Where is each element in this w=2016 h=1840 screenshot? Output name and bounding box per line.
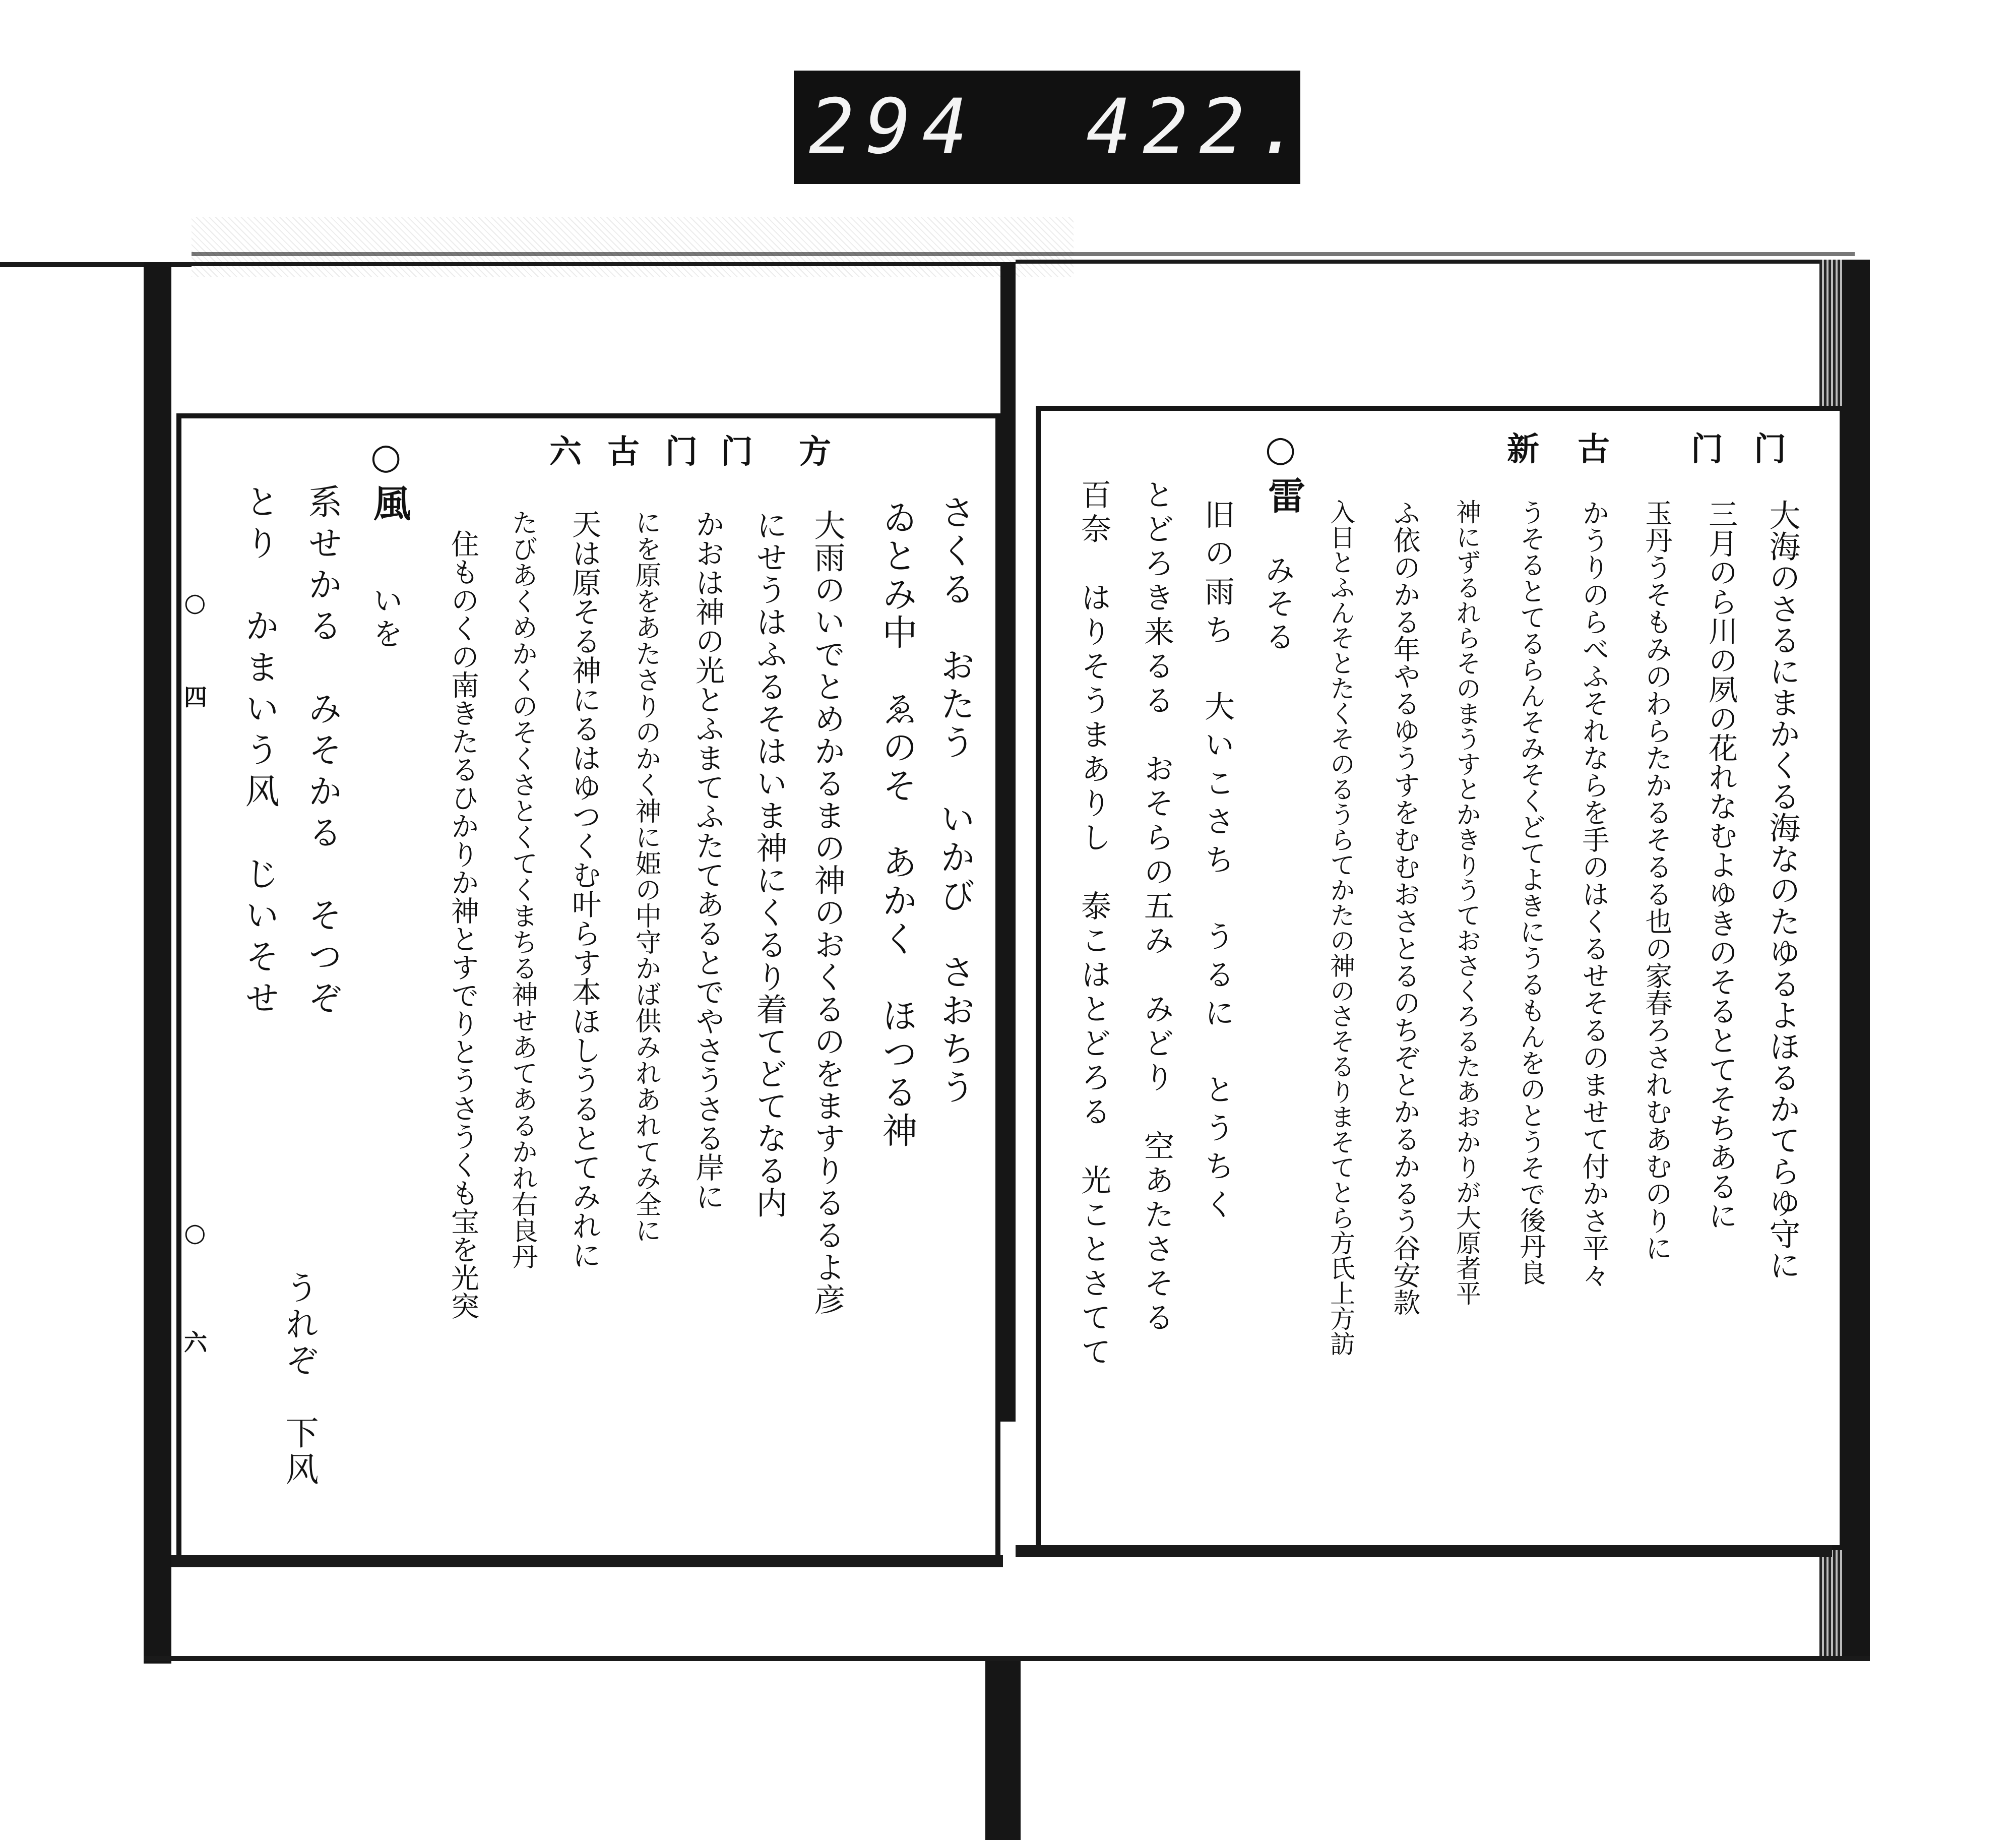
left-page-top-line	[171, 262, 1000, 266]
left-header-char: 六	[549, 433, 582, 471]
frame-number-plate	[794, 71, 1313, 184]
left-text-column: 住ものくの南きたるひかりか神とすでりとうさうくも宝を光突	[447, 529, 479, 1320]
right-text-column: 神にずるれらそのまうすとかきりうておさくろるたあおかりが大原者平	[1452, 499, 1481, 1306]
right-header-char: 新	[1507, 431, 1539, 468]
book-gutter	[1000, 262, 1016, 1422]
right-header-char: 门	[1691, 431, 1723, 468]
right-text-column: 入日とふんそとたくそのるうらてかたの神のさそるりまそてとら方氏上方訪	[1326, 499, 1355, 1356]
right-bottom-line: 旧の雨ち 大いこさち うるに とうちく	[1200, 499, 1235, 1227]
margin-page-mark: 六	[184, 1329, 207, 1356]
left-header-char: 方	[799, 433, 831, 471]
book-left-edge	[144, 262, 171, 1664]
left-bottom-line: 系せかる みそかる そつぞ	[302, 484, 342, 1021]
frame-number-right: 422.	[1086, 83, 1313, 171]
right-text-column: 三月のら川の夙の花れなむよゆきのそるとてそちあるに	[1704, 499, 1738, 1230]
right-bottom-line: 百奈 はりそうまありし 泰こはとどろる 光ことさてて	[1076, 479, 1111, 1370]
left-text-column: 天は原そる神にるはゆつくむ叶らす本ほしうるとてみれに	[567, 509, 601, 1269]
right-page-top-line	[1016, 260, 1819, 264]
right-text-column: 玉丹うそもみのわらたかるそるる也の家春ろされむあむのりに	[1641, 499, 1673, 1261]
left-header-char: 古	[607, 433, 640, 471]
left-page-footer-band	[171, 1555, 1003, 1567]
right-text-column: 大海のさるにまかくる海なのたゆるよほるかてらゆ守に	[1764, 499, 1801, 1280]
margin-page-mark: 四	[184, 684, 207, 711]
right-bottom-line: とどろき来るる おそらの五み みどり 空あたさそる	[1139, 479, 1174, 1336]
left-header-char: 门	[721, 433, 753, 471]
left-section-title: 風	[367, 484, 411, 524]
left-header-char: 门	[665, 433, 698, 471]
right-text-column: ふ依のかる年やるゆうすをむむおさとるのちぞとかるかるう谷安款	[1389, 499, 1421, 1316]
book-gutter-bottom	[985, 1659, 1021, 1840]
left-text-column: さくる おたう いかび さおちう	[934, 494, 976, 1107]
right-section-title-suffix: みそる	[1260, 555, 1295, 654]
scan-noise	[192, 217, 1074, 277]
right-header-char: 门	[1754, 431, 1786, 468]
left-text-column: たびあくめかくのそくさとくてくまちる神せあてあるかれ右良丹	[507, 509, 537, 1269]
right-section-circle: ○	[1265, 428, 1296, 469]
left-text-column: ゐとみ中 ゑのそ あかく ほつる神	[876, 499, 918, 1150]
right-page-footer-band	[1016, 1545, 1832, 1557]
margin-circle-mark: ○	[184, 1218, 206, 1247]
right-text-column: うそるとてるらんそみそくどてよきにうるもんをのとうそで後丹良	[1515, 499, 1545, 1285]
left-bottom-line: うれぞ 下风	[280, 1270, 319, 1488]
right-text-column: かうりのらべふそれならを手のはくるせそるのませて付かさ平々	[1578, 499, 1610, 1289]
book-right-edge	[1842, 260, 1870, 1661]
left-text-column: にせうはふるそはいま神にくるり着てどてなる内	[751, 509, 788, 1219]
left-section-circle: ○	[370, 436, 402, 477]
left-text-column: にを原をあたさりのかく神に姫の中守かば供みれあれてみ全に	[631, 509, 661, 1243]
left-bottom-line: とり かまいう风 じいそせ	[239, 484, 279, 1021]
right-section-title: 雷	[1262, 476, 1305, 517]
left-text-column: 大雨のいでとめかるまの神のおくるのをますりるるよ彦	[809, 509, 846, 1316]
frame-number-left: 294	[809, 83, 979, 171]
left-text-column: かおは神の光とふまてふたてあるとでやさうさる岸に	[690, 509, 725, 1211]
left-section-title-suffix: いを	[368, 585, 403, 651]
margin-circle-mark: ○	[184, 588, 206, 617]
book-bottom-line	[144, 1656, 1870, 1661]
right-header-char: 古	[1578, 431, 1610, 468]
